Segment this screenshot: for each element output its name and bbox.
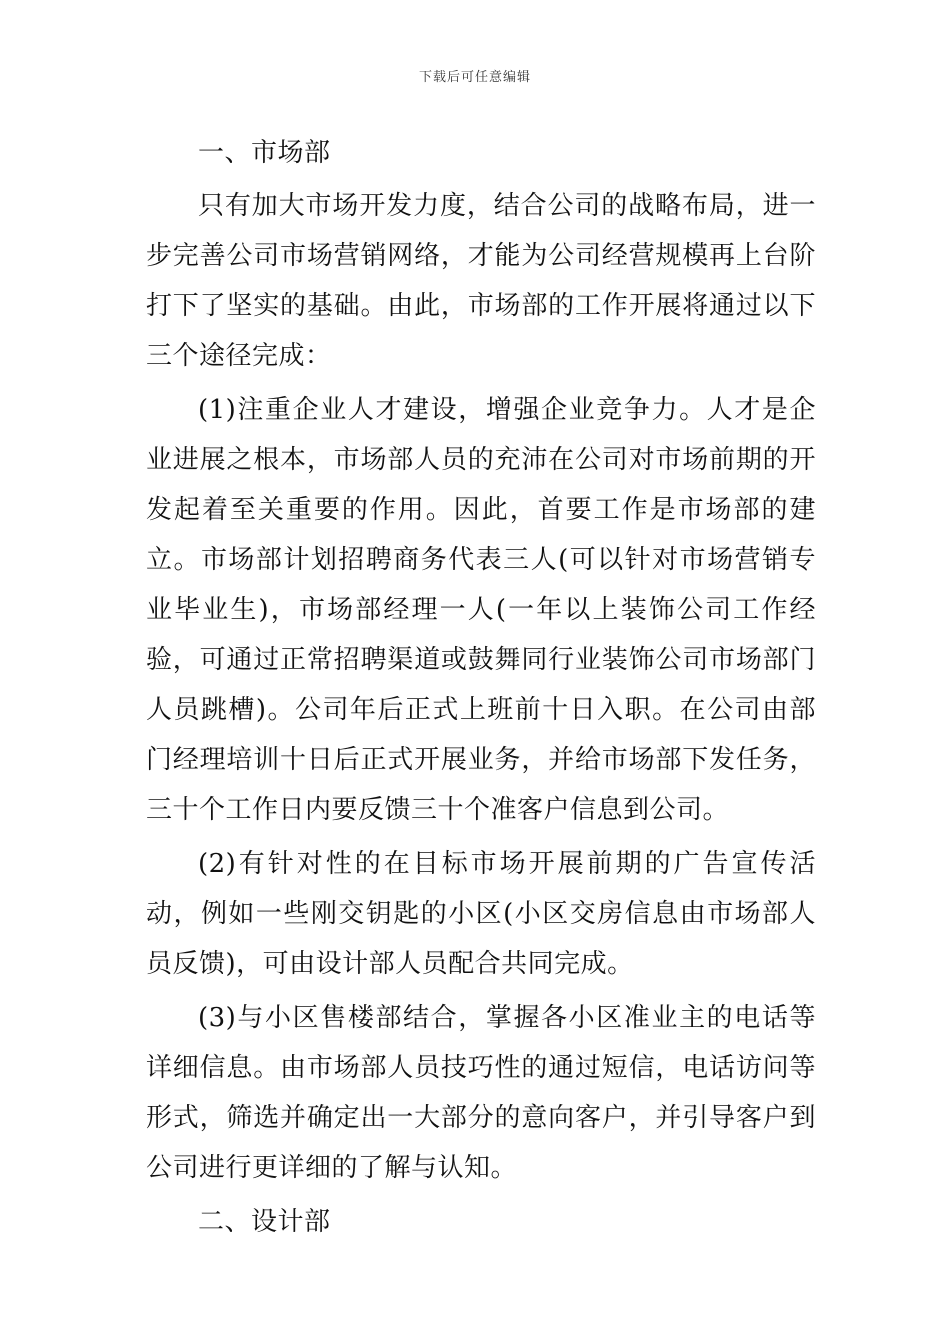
page-header: 下载后可任意编辑 (418, 70, 531, 85)
paragraph-market-item-2: (2)有针对性的在目标市场开展前期的广告宣传活动，例如一些刚交钥匙的小区(小区交房信息由市场部人员反馈)，可由设计部人员配合共同完成。 (146, 849, 816, 979)
section-heading-market: 一、市场部 (198, 138, 331, 168)
paragraph-market-intro: 只有加大市场开发力度，结合公司的战略布局，进一步完善公司市场营销网络，才能为公司经营规模再上台阶打下了坚实的基础。由此，市场部的工作开展将通过以下三个途径完成： (146, 191, 816, 371)
paragraph-market-item-3: (3)与小区售楼部结合，掌握各小区准业主的电话等详细信息。由市场部人员技巧性的通过短信，电话访问等形式，筛选并确定出一大部分的意向客户，并引导客户到公司进行更详细的了解与认知。 (146, 1003, 816, 1183)
section-heading-design: 二、设计部 (198, 1207, 331, 1237)
document-body (146, 128, 816, 1250)
paragraph-market-item-1: (1)注重企业人才建设，增强企业竞争力。人才是企业进展之根本，市场部人员的充沛在公司对市场前期的开发起着至关重要的作用。因此，首要工作是市场部的建立。市场部计划招聘商务代表三人(可以针对市场营销专业毕业生)，市场部经理一人(一年以上装饰公司工作经验，可通过正常招聘渠道或鼓舞同行业装饰公司市场部门人员跳槽)。公司年后正式上班前十日入职。在公司由部门经理培训十日后正式开展业务，并给市场部下发任务，三十个工作日内要反馈三十个准客户信息到公司。 (146, 395, 816, 825)
